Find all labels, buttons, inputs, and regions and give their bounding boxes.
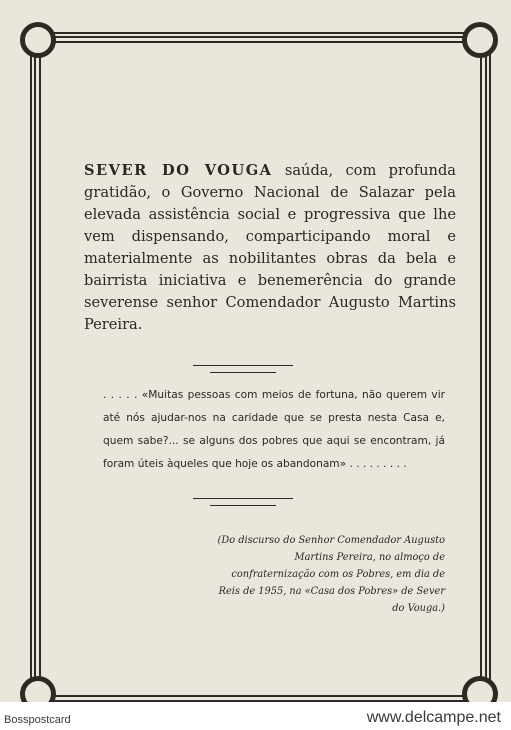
quote-block: . . . . . «Muitas pessoas com meios de fortuna, não querem vir até nós ajudar-nos na caridade que se presta nesta Casa e, quem sabe?... se alguns dos pobres que aqui se encontram, já foram úteis àqueles que hoje os abandonam» . . . . . . . . .: [103, 389, 445, 470]
divider-rule: [210, 505, 276, 506]
watermark-left: Bosspostcard: [4, 714, 71, 726]
paragraph-text: saúda, com profunda gratidão, o Governo Nacional de Salazar pela elevada assistência social e progressiva que lhe vem dispensando, comparticipando moral e materialmente as nobilitantes obras da bela e bairrista iniciativa e benemerência do grande severense senhor Comendador Augusto Martins Pereira.: [84, 162, 456, 333]
town-name: SEVER DO VOUGA: [84, 162, 273, 179]
divider-rule: [193, 365, 293, 366]
watermark-right: www.delcampe.net: [366, 709, 501, 726]
border-corner-ornament: [20, 22, 56, 58]
main-paragraph: [84, 160, 456, 336]
divider-rule: [193, 498, 293, 499]
border-corner-ornament: [462, 22, 498, 58]
divider-rule: [210, 372, 276, 373]
quote-attribution: (Do discurso do Senhor Comendador Augusto Martins Pereira, no almoço de confraternização com os Pobres, em dia de Reis de 1955, na «Casa dos Pobres» de Sever do Vouga.): [217, 535, 445, 614]
watermark-bar: [0, 702, 511, 730]
